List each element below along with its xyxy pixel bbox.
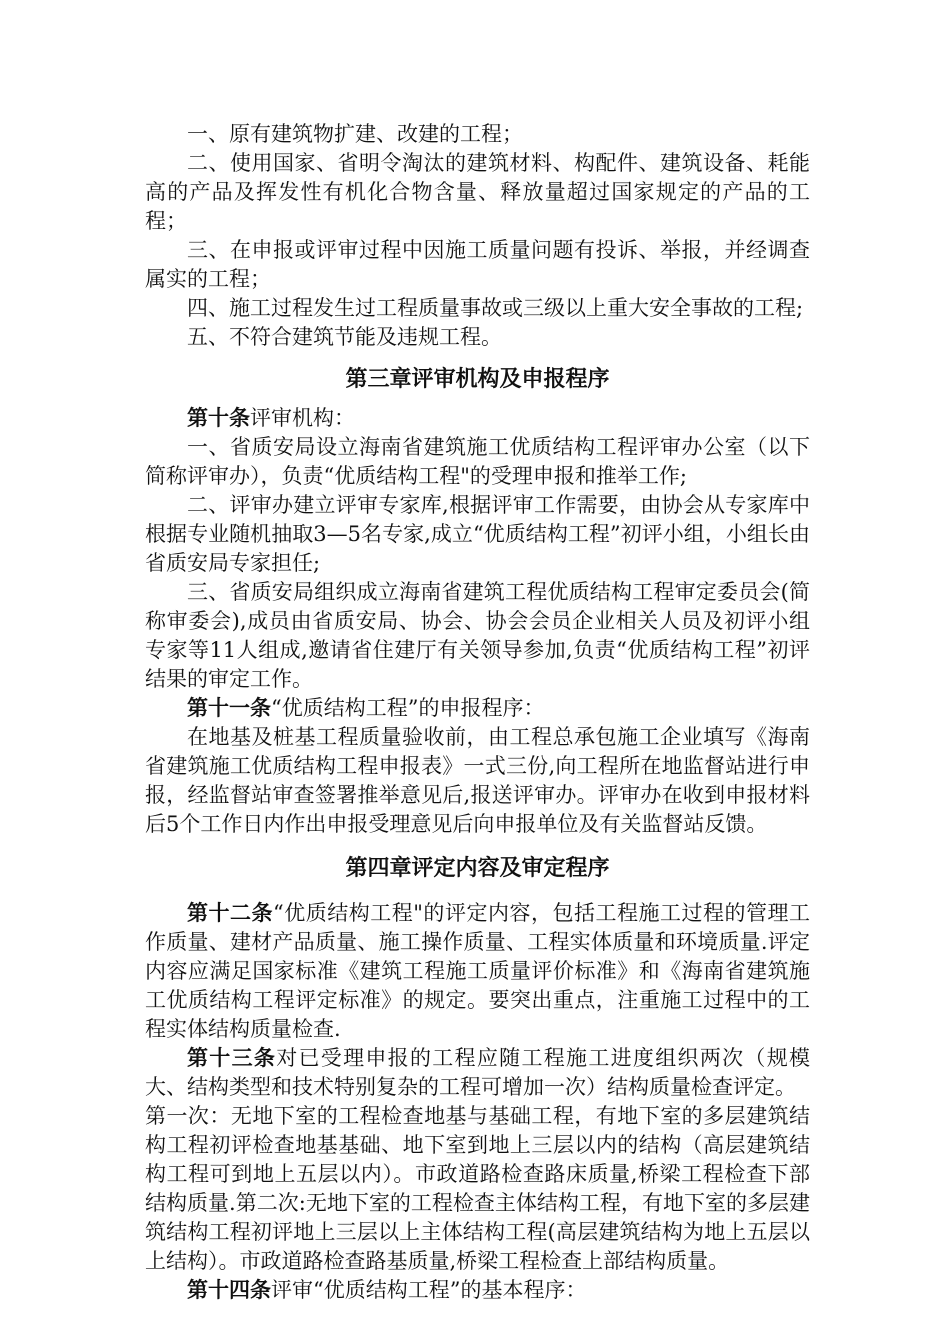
- document-page: [145, 120, 810, 1305]
- article-10-item-3: 三、省质安局组织成立海南省建筑工程优质结构工程审定委员会(简称审委会),成员由省质安局、协会、协会会员企业相关人员及初评小组专家等11人组成,邀请省住建厅有关领导参加,负责“优质结构工程”初评结果的审定工作。: [145, 580, 810, 691]
- exclusion-item-1: 一、原有建筑物扩建、改建的工程；: [187, 122, 523, 146]
- chapter-4-heading: 第四章评定内容及审定程序: [345, 856, 610, 881]
- article-10-item-1: 一、省质安局设立海南省建筑施工优质结构工程评审办公室（以下简称评审办），负责“优质结构工程"的受理申报和推举工作;: [145, 435, 810, 488]
- article-10-item-2: 二、评审办建立评审专家库,根据评审工作需要，由协会从专家库中根据专业随机抽取3—5名专家,成立“优质结构工程”初评小组，小组长由省质安局专家担任;: [145, 493, 810, 575]
- exclusion-item-2: 二、使用国家、省明令淘汰的建筑材料、构配件、建筑设备、耗能高的产品及挥发性有机化合物含量、释放量超过国家规定的产品的工程；: [145, 151, 810, 233]
- article-11-label: 第十一条: [187, 696, 271, 720]
- chapter-3-heading: 第三章评审机构及申报程序: [345, 367, 610, 392]
- article-12: [145, 899, 810, 1044]
- article-10-label: 第十条: [187, 406, 250, 430]
- article-12-label: 第十二条: [187, 901, 274, 925]
- article-13: [145, 1044, 810, 1102]
- article-12-text: “优质结构工程"的评定内容，包括工程施工过程的管理工作质量、建材产品质量、施工操作质量、工程实体质量和环境质量.评定内容应满足国家标准《建筑工程施工质量评价标准》和《海南省建筑施工优质结构工程评定标准》的规定。要突出重点，注重施工过程中的工程实体结构质量检查.: [145, 901, 810, 1041]
- article-11-intro: [145, 694, 810, 723]
- article-14-label: 第十四条: [187, 1278, 271, 1302]
- exclusion-item-4: 四、施工过程发生过工程质量事故或三级以上重大安全事故的工程;: [187, 296, 804, 320]
- article-14-text: 评审“优质结构工程”的基本程序：: [271, 1278, 587, 1302]
- article-10-intro: [145, 404, 810, 433]
- exclusion-item-5: 五、不符合建筑节能及违规工程。: [187, 325, 502, 349]
- article-13-body: 第一次：无地下室的工程检查地基与基础工程，有地下室的多层建筑结构工程初评检查地基基础、地下室到地上三层以内的结构（高层建筑结构工程可到地上五层以内）。市政道路检查路床质量,桥梁工程检查下部结构质量.第二次:无地下室的工程检查主体结构工程，有地下室的多层建筑结构工程初评地上三层以上主体结构工程(高层建筑结构为地上五层以上结构）。市政道路检查路基质量,桥梁工程检查上部结构质量。: [145, 1104, 810, 1273]
- article-13-text: 对已受理申报的工程应随工程施工进度组织两次（规模大、结构类型和技术特别复杂的工程可增加一次）结构质量检查评定。: [145, 1046, 811, 1099]
- article-13-label: 第十三条: [187, 1046, 277, 1070]
- article-11-text: “优质结构工程”的申报程序：: [271, 696, 545, 720]
- article-10-text: 评审机构：: [250, 406, 355, 430]
- exclusion-item-3: 三、在申报或评审过程中因施工质量问题有投诉、举报，并经调查属实的工程；: [145, 238, 810, 291]
- article-11-body: 在地基及桩基工程质量验收前，由工程总承包施工企业填写《海南省建筑施工优质结构工程申报表》一式三份,向工程所在地监督站进行申报，经监督站审查签署推举意见后,报送评审办。评审办在收到申报材料后5个工作日内作出申报受理意见后向申报单位及有关监督站反馈。: [145, 725, 810, 836]
- article-14: [145, 1276, 810, 1305]
